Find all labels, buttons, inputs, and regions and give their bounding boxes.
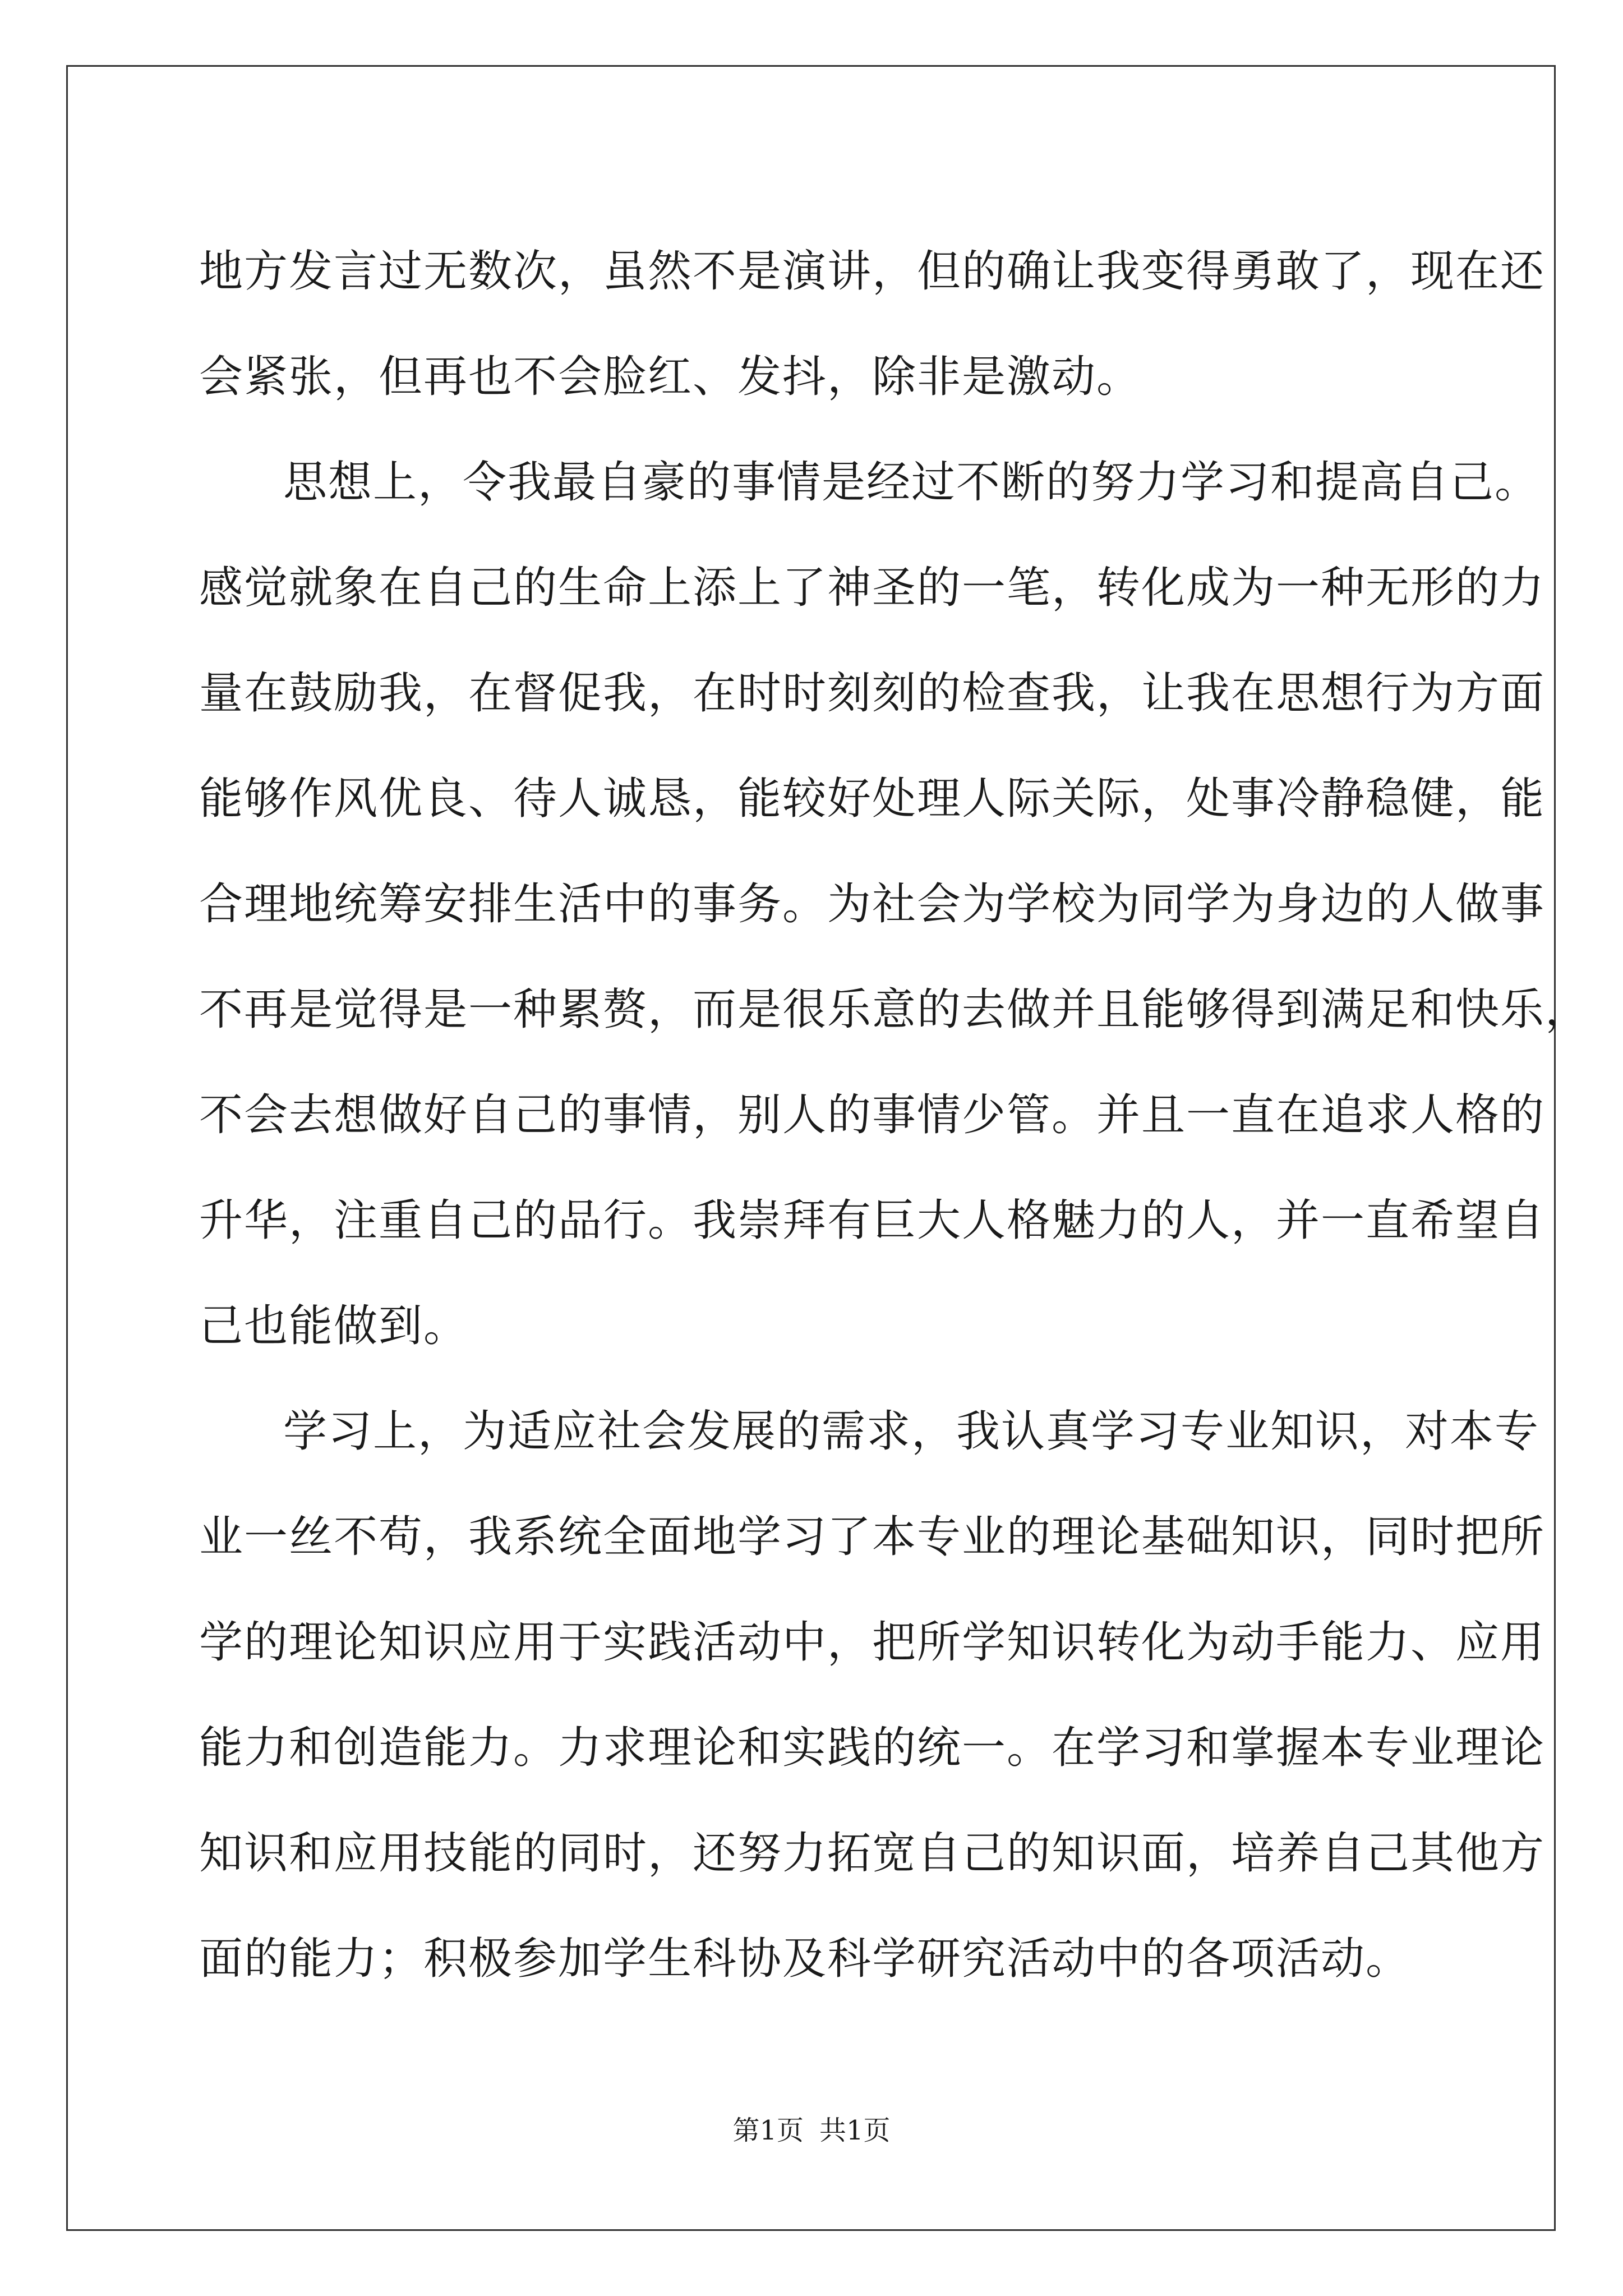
paragraph-1 <box>199 219 1546 430</box>
page-number: 第1页 <box>732 2115 804 2146</box>
text-line: 面的能力；积极参加学生科协及科学研究活动中的各项活动。 <box>199 1934 1411 1984</box>
text-line: 合理地统筹安排生活中的事务。为社会为学校为同学为身边的人做事 <box>199 879 1546 930</box>
paragraph-3 <box>199 1379 1546 2012</box>
text-line: 业一丝不苟，我系统全面地学习了本专业的理论基础知识，同时把所 <box>199 1512 1546 1562</box>
text-line: 学的理论知识应用于实践活动中，把所学知识转化为动手能力、应用 <box>199 1617 1546 1668</box>
text-line: 能力和创造能力。力求理论和实践的统一。在学习和掌握本专业理论 <box>199 1723 1546 1773</box>
text-line: 感觉就象在自己的生命上添上了神圣的一笔，转化成为一种无形的力 <box>199 563 1546 613</box>
text-line: 会紧张，但再也不会脸红、发抖，除非是激动。 <box>199 352 1142 402</box>
paragraph-2 <box>199 430 1590 1379</box>
document-body <box>199 219 1590 2012</box>
text-line: 不会去想做好自己的事情，别人的事情少管。并且一直在追求人格的 <box>199 1090 1546 1140</box>
text-line: 能够作风优良、待人诚恳，能较好处理人际关际，处事冷静稳健，能 <box>199 774 1546 824</box>
text-line: 己也能做到。 <box>199 1301 469 1351</box>
text-line: 地方发言过无数次，虽然不是演讲，但的确让我变得勇敢了，现在还 <box>199 246 1546 297</box>
page-total: 共1页 <box>819 2115 891 2146</box>
text-line: 量在鼓励我，在督促我，在时时刻刻的检查我，让我在思想行为方面 <box>199 668 1546 719</box>
text-line: 学习上，为适应社会发展的需求，我认真学习专业知识，对本专 <box>283 1406 1540 1457</box>
text-line: 升华，注重自己的品行。我崇拜有巨大人格魅力的人，并一直希望自 <box>199 1195 1546 1246</box>
page-footer <box>0 2114 1623 2147</box>
text-line: 不再是觉得是一种累赘，而是很乐意的去做并且能够得到满足和快乐， <box>199 984 1590 1035</box>
text-line: 知识和应用技能的同时，还努力拓宽自己的知识面，培养自己其他方 <box>199 1828 1546 1879</box>
text-line: 思想上，令我最自豪的事情是经过不断的努力学习和提高自己。 <box>283 457 1540 508</box>
